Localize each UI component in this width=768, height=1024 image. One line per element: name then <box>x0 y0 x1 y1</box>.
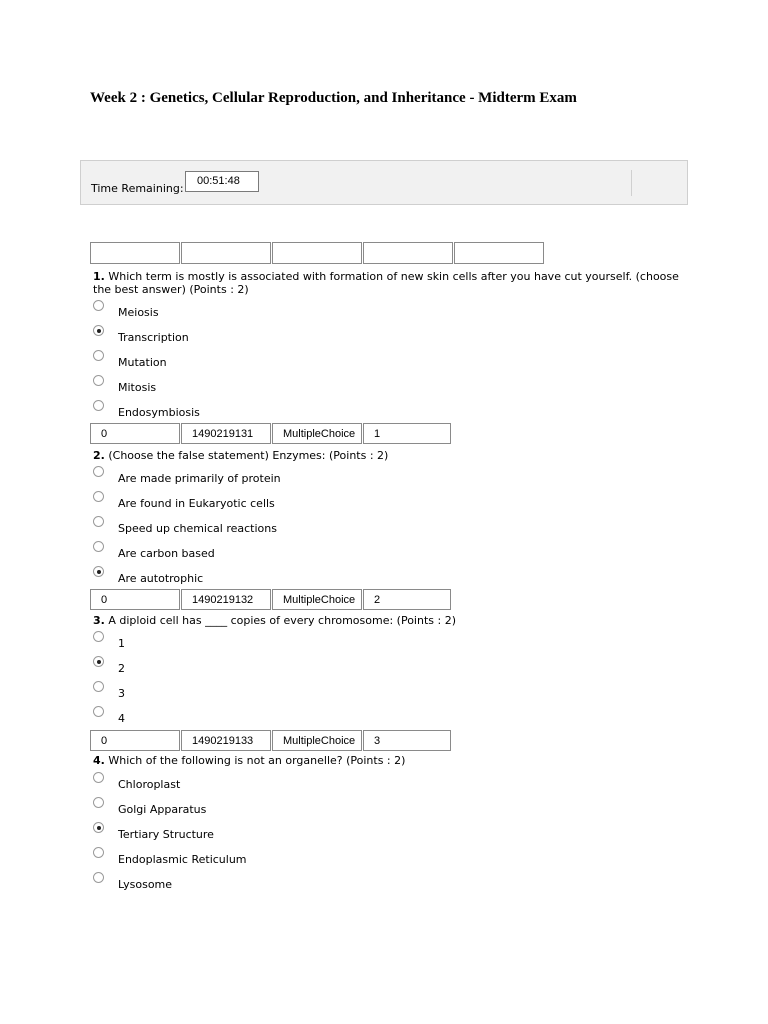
answer-option[interactable] <box>93 847 393 871</box>
question-1-meta-row <box>90 423 452 444</box>
header-row <box>90 242 545 264</box>
radio-button[interactable] <box>93 300 104 311</box>
meta-cell-score: 0 <box>90 423 180 444</box>
answer-option-label: 4 <box>118 712 125 725</box>
meta-cell-index: 2 <box>363 589 451 610</box>
meta-cell-id: 1490219133 <box>181 730 271 751</box>
meta-cell-id: 1490219132 <box>181 589 271 610</box>
header-cell <box>363 242 453 264</box>
answer-option-label: Mitosis <box>118 381 157 394</box>
radio-button-checked[interactable] <box>93 566 104 577</box>
answer-option-label: Are found in Eukaryotic cells <box>118 497 275 510</box>
answer-option-label: Are made primarily of protein <box>118 472 281 485</box>
answer-option-label: Are autotrophic <box>118 572 204 585</box>
answer-option[interactable] <box>93 400 393 424</box>
answer-option-label: Meiosis <box>118 306 159 319</box>
answer-option-label: Chloroplast <box>118 778 181 791</box>
answer-option-label: Mutation <box>118 356 167 369</box>
radio-button[interactable] <box>93 706 104 717</box>
answer-option[interactable] <box>93 822 393 846</box>
answer-option[interactable] <box>93 797 393 821</box>
meta-cell-type: MultipleChoice <box>272 589 362 610</box>
meta-cell-type: MultipleChoice <box>272 730 362 751</box>
header-cell <box>272 242 362 264</box>
radio-button[interactable] <box>93 681 104 692</box>
time-remaining-field: 00:51:48 <box>185 171 259 192</box>
radio-button[interactable] <box>93 375 104 386</box>
answer-option-label: Endosymbiosis <box>118 406 200 419</box>
radio-button[interactable] <box>93 872 104 883</box>
question-prompt: (Choose the false statement) Enzymes: (Points : 2) <box>104 449 389 462</box>
answer-option-label: Tertiary Structure <box>118 828 214 841</box>
radio-button[interactable] <box>93 631 104 642</box>
answer-option[interactable] <box>93 491 393 515</box>
answer-option-label: 3 <box>118 687 125 700</box>
radio-button[interactable] <box>93 516 104 527</box>
question-prompt: Which term is mostly is associated with formation of new skin cells after you have cut yourself. (choose the best answer) (Points : 2) <box>93 270 679 296</box>
answer-option[interactable] <box>93 656 393 680</box>
answer-option-label: Transcription <box>118 331 189 344</box>
header-cell <box>454 242 544 264</box>
meta-cell-score: 0 <box>90 589 180 610</box>
answer-option[interactable] <box>93 872 393 896</box>
question-number: 2. <box>93 449 105 462</box>
question-2-text <box>93 449 683 462</box>
answer-option-label: 2 <box>118 662 125 675</box>
time-remaining-label: Time Remaining: <box>91 182 184 195</box>
radio-button[interactable] <box>93 541 104 552</box>
question-number: 3. <box>93 614 105 627</box>
radio-button-checked[interactable] <box>93 822 104 833</box>
radio-button[interactable] <box>93 491 104 502</box>
answer-option[interactable] <box>93 375 393 399</box>
header-cell <box>181 242 271 264</box>
answer-option[interactable] <box>93 772 393 796</box>
radio-button[interactable] <box>93 847 104 858</box>
timer-bar <box>80 160 688 205</box>
header-cell <box>90 242 180 264</box>
answer-option[interactable] <box>93 350 393 374</box>
meta-cell-type: MultipleChoice <box>272 423 362 444</box>
radio-button[interactable] <box>93 350 104 361</box>
answer-option-label: Lysosome <box>118 878 173 891</box>
answer-option-label: Endoplasmic Reticulum <box>118 853 247 866</box>
answer-option[interactable] <box>93 300 393 324</box>
question-2-meta-row <box>90 589 452 610</box>
question-number: 1. <box>93 270 105 283</box>
radio-button[interactable] <box>93 772 104 783</box>
answer-option[interactable] <box>93 466 393 490</box>
answer-option-label: Golgi Apparatus <box>118 803 207 816</box>
radio-button-checked[interactable] <box>93 656 104 667</box>
meta-cell-id: 1490219131 <box>181 423 271 444</box>
question-3-text <box>93 614 683 627</box>
answer-option[interactable] <box>93 681 393 705</box>
radio-button-checked[interactable] <box>93 325 104 336</box>
answer-option[interactable] <box>93 516 393 540</box>
answer-option[interactable] <box>93 706 393 730</box>
answer-option-label: 1 <box>118 637 125 650</box>
question-4-text <box>93 754 683 767</box>
answer-option[interactable] <box>93 541 393 565</box>
radio-button[interactable] <box>93 400 104 411</box>
meta-cell-index: 1 <box>363 423 451 444</box>
meta-cell-score: 0 <box>90 730 180 751</box>
question-3-meta-row <box>90 730 452 751</box>
answer-option-label: Are carbon based <box>118 547 215 560</box>
answer-option[interactable] <box>93 631 393 655</box>
radio-button[interactable] <box>93 797 104 808</box>
answer-option[interactable] <box>93 325 393 349</box>
exam-title: Week 2 : Genetics, Cellular Reproduction, and Inheritance - Midterm Exam <box>90 90 577 106</box>
answer-option[interactable] <box>93 566 393 590</box>
question-number: 4. <box>93 754 105 767</box>
question-1-text <box>93 270 683 296</box>
radio-button[interactable] <box>93 466 104 477</box>
question-prompt: A diploid cell has ____ copies of every chromosome: (Points : 2) <box>104 614 456 627</box>
timer-divider <box>631 170 632 196</box>
question-prompt: Which of the following is not an organelle? (Points : 2) <box>104 754 406 767</box>
answer-option-label: Speed up chemical reactions <box>118 522 277 535</box>
meta-cell-index: 3 <box>363 730 451 751</box>
